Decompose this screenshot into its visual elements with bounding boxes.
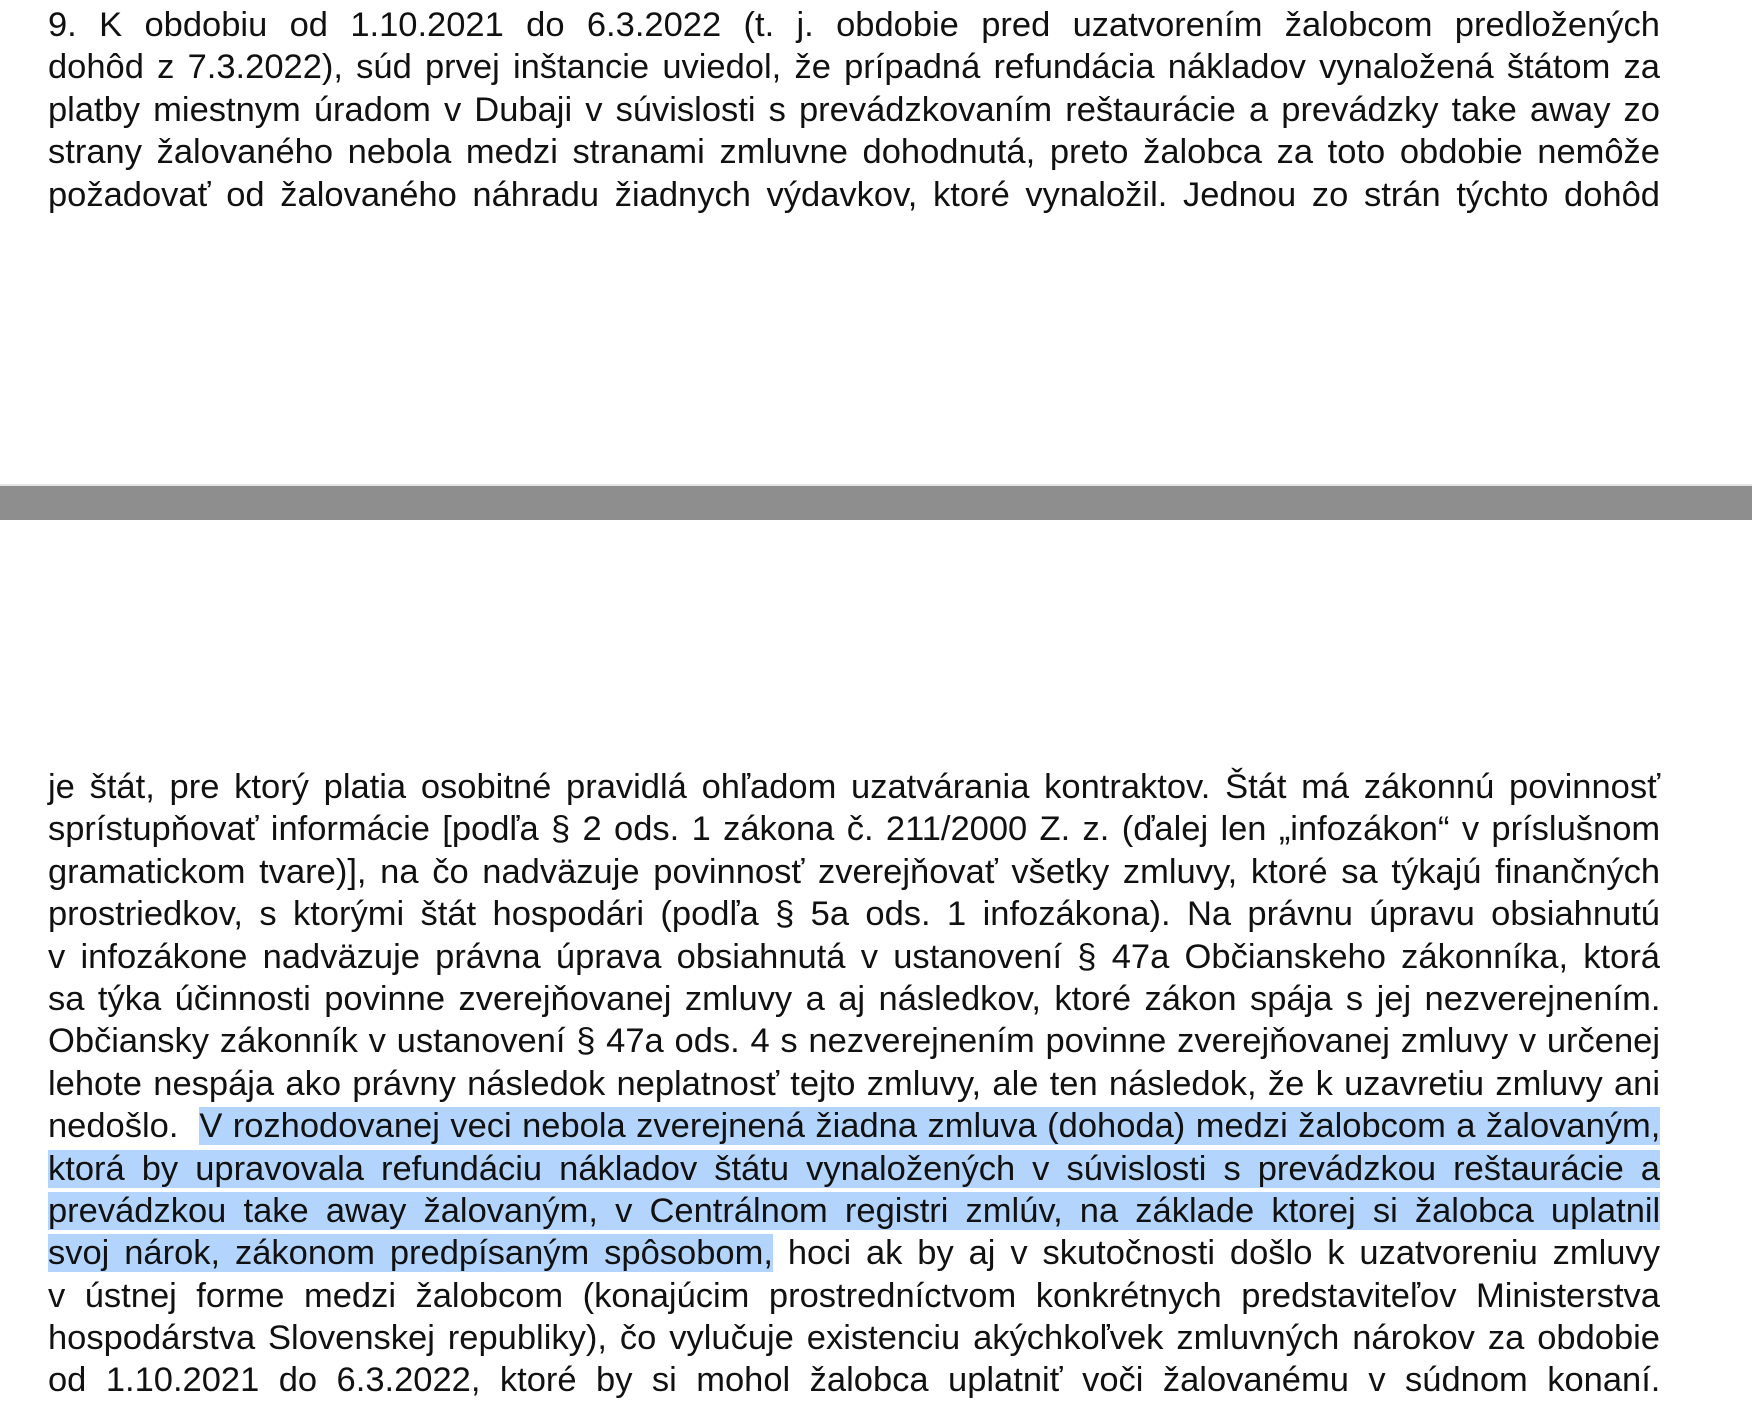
selected-text[interactable]: ktorá by upravovala refundáciu nákladov štátu vynaložených v súvislosti s prevádzkou reštaurácie a xyxy=(48,1149,1660,1188)
text-line-mixed xyxy=(48,1105,1660,1147)
text-line: platby miestnym úradom v Dubaji v súvislosti s prevádzkovaním reštaurácie a prevádzky take away zo xyxy=(48,90,1660,129)
text-line-mixed xyxy=(48,1148,1660,1190)
text-line: dohôd z 7.3.2022), súd prvej inštancie uviedol, že prípadná refundácia nákladov vynaložená štátom za xyxy=(48,48,1660,87)
selected-text[interactable]: prevádzkou take away žalovaným, v Centrálnom registri zmlúv, na základe ktorej si žalobca uplatnil xyxy=(48,1191,1661,1230)
text-line: 9. K obdobiu od 1.10.2021 do 6.3.2022 (t. j. obdobie pred uzatvorením žalobcom predložených xyxy=(48,6,1660,44)
text-line: lehote nespája ako právny následok neplatnosť tejto zmluvy, ale ten následok, že k uzavretiu zmluvy ani xyxy=(48,1064,1660,1103)
text-line: sprístupňovať informácie [podľa § 2 ods. 1 zákona č. 211/2000 Z. z. (ďalej len „infozákon“ v príslušnom xyxy=(48,810,1661,849)
text-line-mixed xyxy=(48,1190,1660,1232)
paragraph-9-start xyxy=(48,4,1660,216)
text-line: Občiansky zákonník v ustanovení § 47a ods. 4 s nezverejnením povinne zverejňovanej zmluvy v určenej xyxy=(48,1022,1660,1061)
plain-text: nedošlo. xyxy=(48,1107,200,1146)
paragraph-9-continuation xyxy=(48,766,1660,1402)
text-line: v ústnej forme medzi žalobcom (konajúcim prostredníctvom konkrétnych predstaviteľov Ministerstva xyxy=(48,1276,1660,1315)
text-line: v infozákone nadväzuje právna úprava obsiahnutá v ustanovení § 47a Občianskeho zákonníka, ktorá xyxy=(48,937,1660,976)
document-page-top xyxy=(0,0,1752,484)
text-line-mixed xyxy=(48,1232,1660,1274)
selected-text[interactable]: V rozhodovanej veci nebola zverejnená žiadna zmluva (dohoda) medzi žalobcom a žalovaným, xyxy=(199,1107,1661,1146)
text-line: je štát, pre ktorý platia osobitné pravidlá ohľadom uzatvárania kontraktov. Štát má zákonnú povinnosť xyxy=(48,768,1661,806)
text-line: požadovať od žalovaného náhradu žiadnych výdavkov, ktoré vynaložil. Jednou zo strán týchto dohôd xyxy=(48,175,1660,214)
plain-text: hoci ak by aj v skutočnosti došlo k uzatvoreniu zmluvy xyxy=(772,1234,1660,1273)
text-line: od 1.10.2021 do 6.3.2022, ktoré by si mohol žalobca uplatniť voči žalovanému v súdnom konaní. xyxy=(48,1361,1661,1400)
text-line: prostriedkov, s ktorými štát hospodári (podľa § 5a ods. 1 infozákona). Na právnu úpravu obsiahnutú xyxy=(48,895,1660,934)
text-line: sa týka účinnosti povinne zverejňovanej zmluvy a aj následkov, ktoré zákon spája s jej nezverejnením. xyxy=(48,979,1661,1018)
text-line: hospodárstva Slovenskej republiky), čo vylučuje existenciu akýchkoľvek zmluvných nárokov za obdobie xyxy=(48,1319,1660,1358)
text-line: strany žalovaného nebola medzi stranami zmluvne dohodnutá, preto žalobca za toto obdobie nemôže xyxy=(48,133,1660,172)
text-line: gramatickom tvare)], na čo nadväzuje povinnosť zverejňovať všetky zmluvy, ktoré sa týkajú finančných xyxy=(48,852,1661,891)
document-page-bottom xyxy=(0,520,1752,1414)
selected-text[interactable]: svoj nárok, zákonom predpísaným spôsobom, xyxy=(48,1234,773,1273)
page-separator xyxy=(0,484,1752,520)
